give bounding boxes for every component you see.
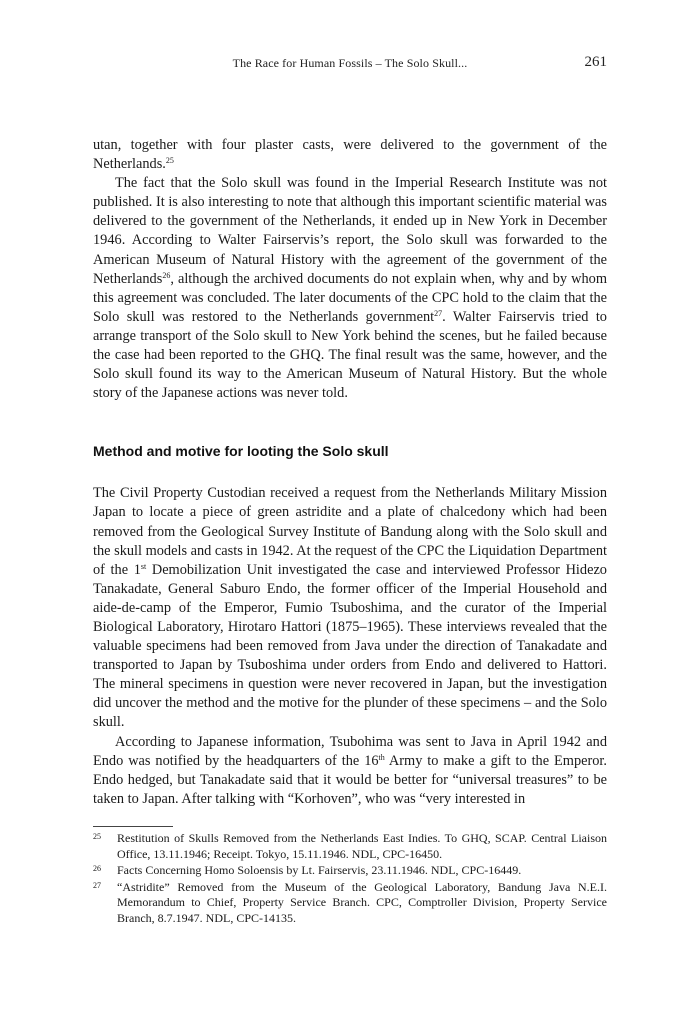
footnote-ref-25[interactable]: 25 xyxy=(165,156,174,166)
footnote-number: 27 xyxy=(93,880,101,890)
paragraph xyxy=(93,174,607,403)
paragraph xyxy=(93,733,607,809)
ordinal-superscript: th xyxy=(378,752,385,762)
paragraph-text: Army to make a gift to the Emperor. Endo hedged, but Tanakadate said that it would be better for “universal treasures” to be taken to Japan. After talking with “Korhoven”, who was “very interested in xyxy=(93,752,607,807)
page-number: 261 xyxy=(584,54,607,70)
paragraph xyxy=(93,484,607,732)
paragraph-text: According to Japanese information, Tsubohima was sent to Java in April 1942 and Endo was notified by the headquarters of the 16 xyxy=(93,733,607,769)
footnote-text: Facts Concerning Homo Soloensis by Lt. Fairservis, 23.11.1946. NDL, CPC-16449. xyxy=(117,863,522,878)
footnote-text: Restitution of Skulls Removed from the Netherlands East Indies. To GHQ, SCAP. Central Liaison Office, 13.11.1946; Receipt. Tokyo, 15.11.1946. NDL, CPC-16450. xyxy=(117,831,607,861)
footnote-ref-27[interactable]: 27 xyxy=(434,308,443,318)
main-text xyxy=(93,136,607,809)
book-page xyxy=(93,0,607,1014)
footnote-number: 26 xyxy=(93,864,101,874)
section-heading: Method and motive for looting the Solo skull xyxy=(93,443,389,460)
paragraph-continued xyxy=(93,136,607,174)
ordinal-superscript: st xyxy=(140,561,147,571)
page-header xyxy=(93,54,607,74)
paragraph-text: utan, together with four plaster casts, were delivered to the government of the Netherlands. xyxy=(93,137,607,173)
footnote-divider xyxy=(93,826,173,827)
footnotes xyxy=(93,831,607,928)
footnote xyxy=(93,863,607,879)
paragraph-text: . Walter Fairservis tried to arrange transport of the Solo skull to New York behind the scenes, but he failed because the case had been reported to the GHQ. The final result was the same, however, and the Solo skull found its way to the American Museum of Natural History. But the whole story of the Japanese actions was never told. xyxy=(93,308,607,402)
paragraph-text: The Civil Property Custodian received a request from the Netherlands Military Mission Japan to locate a piece of green astridite and a plate of chalcedony which had been removed from the Geological Survey Institute of Bandung along with the Solo skull and the skull models and casts in 1942. At the request of the CPC the Liquidation Department of the 1 xyxy=(93,485,607,578)
running-head: The Race for Human Fossils – The Solo Skull... xyxy=(232,56,468,70)
paragraph-text: Demobilization Unit investigated the case and interviewed Professor Hidezo Tanakadate, General Saburo Endo, the former officer of the Imperial Household and aide-de-camp of the Emperor, Fumio Tsuboshima, and the curator of the Imperial Biological Laboratory, Hirotaro Hattori (1875–1965). These interviews revealed that the valuable specimens had been removed from Java under the direction of Tanakadate and transported to Japan by Tsuboshima under orders from Endo and delivered to Hattori. The mineral specimens in question were never recovered in Japan, but the investigation did uncover the method and the motive for the plunder of these specimens – and the Solo skull. xyxy=(93,561,607,731)
footnote-ref-26[interactable]: 26 xyxy=(162,270,171,280)
paragraph-text: The fact that the Solo skull was found in the Imperial Research Institute was not published. It is also interesting to note that although this important scientific material was delivered to the government of the Netherlands, it ended up in New York in December 1946. According to Walter Fairservis’s report, the Solo skull was forwarded to the American Museum of Natural History with the agreement of the government of the Netherlands xyxy=(93,175,607,287)
footnote-number: 25 xyxy=(93,832,101,841)
footnote-text: “Astridite” Removed from the Museum of the Geological Laboratory, Bandung Java N.E.I. Memorandum to Chief, Property Service Branch. CPC, Comptroller Division, Property Service Branch, 8.7.1947. NDL, CPC-14135. xyxy=(117,879,607,925)
paragraph-text: , although the archived documents do not explain when, why and by whom this agreement was concluded. The later documents of the CPC hold to the claim that the Solo skull was restored to the Netherlands government xyxy=(93,270,607,325)
footnote xyxy=(93,831,607,862)
footnote xyxy=(93,880,607,927)
